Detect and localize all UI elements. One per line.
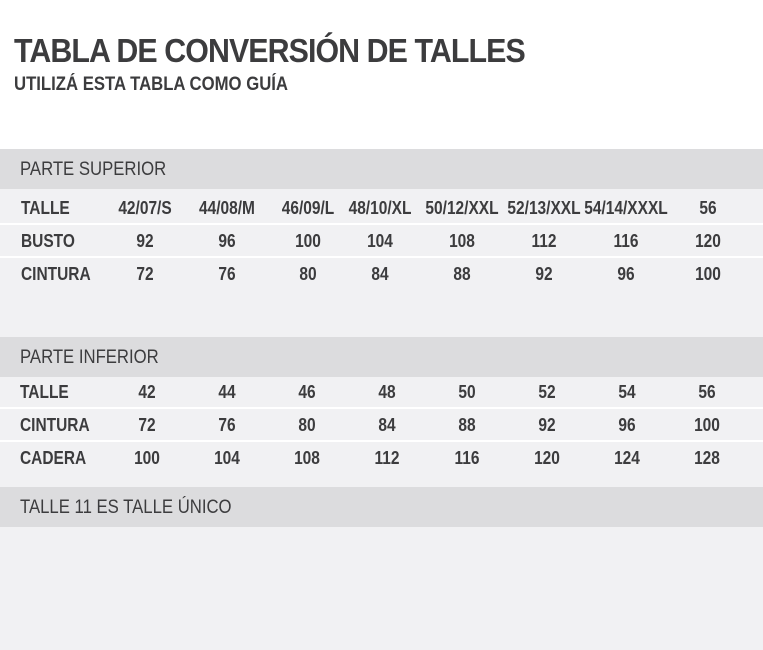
table-cell: 44 — [218, 382, 236, 402]
table-cell: 42 — [138, 382, 156, 402]
table-cell: 84 — [378, 415, 396, 435]
single-size-note: TALLE 11 ES TALLE ÚNICO — [20, 497, 232, 518]
table-cell: 72 — [136, 264, 154, 284]
table-cell: 46/09/L — [281, 198, 335, 218]
table-cell: 108 — [449, 231, 475, 251]
upper-section-heading — [0, 149, 763, 189]
row-label: CINTURA — [20, 415, 90, 435]
row-label: TALLE — [21, 198, 70, 218]
table-cell: 54 — [618, 382, 636, 402]
table-cell: 42/07/S — [118, 198, 172, 218]
row-label: CINTURA — [21, 264, 91, 284]
table-cell: 100 — [695, 264, 721, 284]
page-subtitle: UTILIZÁ ESTA TABLA COMO GUÍA — [14, 74, 288, 95]
table-row — [0, 225, 763, 258]
table-cell: 92 — [535, 264, 553, 284]
table-cell: 96 — [218, 231, 236, 251]
table-cell: 112 — [531, 231, 557, 251]
upper-section-label: PARTE SUPERIOR — [20, 159, 167, 180]
table-cell: 80 — [299, 264, 317, 284]
row-label: CADERA — [20, 448, 87, 468]
table-cell: 48 — [378, 382, 396, 402]
table-row — [0, 409, 763, 442]
table-row — [0, 192, 763, 225]
table-cell: 54/14/XXXL — [584, 198, 668, 218]
table-cell: 72 — [138, 415, 156, 435]
table-cell: 96 — [618, 415, 636, 435]
table-cell: 100 — [295, 231, 321, 251]
table-cell: 44/08/M — [199, 198, 255, 218]
table-cell: 120 — [695, 231, 721, 251]
table-cell: 52/13/XXL — [507, 198, 581, 218]
table-cell: 92 — [136, 231, 154, 251]
note-band — [0, 487, 763, 527]
table-cell: 96 — [617, 264, 635, 284]
table-cell: 52 — [538, 382, 556, 402]
table-cell: 104 — [214, 448, 240, 468]
table-row — [0, 442, 763, 475]
table-cell: 56 — [698, 382, 716, 402]
row-label: BUSTO — [21, 231, 75, 251]
table-cell: 128 — [694, 448, 720, 468]
table-cell: 100 — [694, 415, 720, 435]
page-title: TABLA DE CONVERSIÓN DE TALLES — [14, 32, 525, 69]
table-cell: 112 — [374, 448, 400, 468]
table-cell: 104 — [367, 231, 393, 251]
table-cell: 76 — [218, 415, 236, 435]
table-cell: 56 — [699, 198, 717, 218]
table-cell: 100 — [134, 448, 160, 468]
table-cell: 76 — [218, 264, 236, 284]
table-cell: 84 — [371, 264, 389, 284]
table-cell: 88 — [458, 415, 476, 435]
header — [0, 0, 763, 149]
table-cell: 50 — [458, 382, 476, 402]
table-cell: 116 — [454, 448, 480, 468]
table-cell: 88 — [453, 264, 471, 284]
table-cell: 80 — [298, 415, 316, 435]
table-cell: 124 — [614, 448, 640, 468]
table-cell: 108 — [294, 448, 320, 468]
table-cell: 92 — [538, 415, 556, 435]
lower-section-heading — [0, 337, 763, 377]
table-cell: 116 — [613, 231, 639, 251]
table-row — [0, 258, 763, 291]
table-row — [0, 376, 763, 409]
table-cell: 46 — [298, 382, 316, 402]
table-cell: 48/10/XL — [348, 198, 412, 218]
lower-section-label: PARTE INFERIOR — [20, 347, 159, 368]
row-label: TALLE — [20, 382, 69, 402]
table-cell: 50/12/XXL — [425, 198, 499, 218]
table-cell: 120 — [534, 448, 560, 468]
